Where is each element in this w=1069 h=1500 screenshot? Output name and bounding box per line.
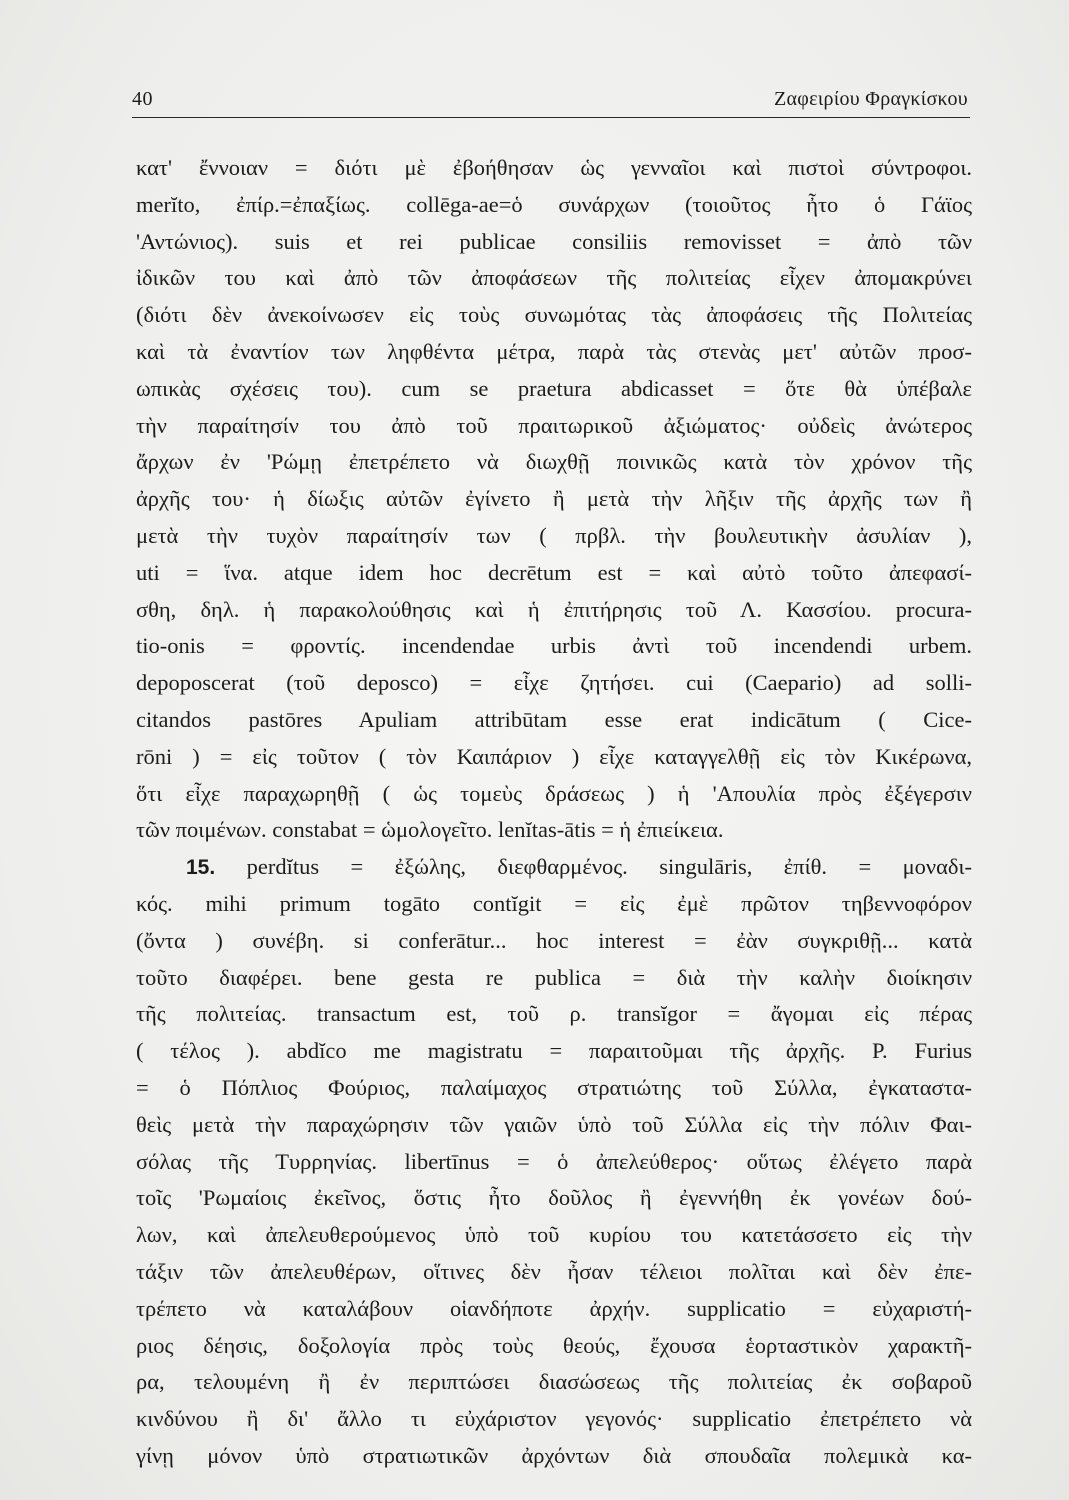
text-line: καὶ τὰ ἐναντίον των ληφθέντα μέτρα, παρὰ τὰς στενὰς μετ' αὐτῶν προσ- — [136, 338, 972, 364]
text-line: ἄρχων ἐν 'Ρώμῃ ἐπετρέπετο νὰ διωχθῇ ποινικῶς κατὰ τὸν χρόνον τῆς — [136, 449, 972, 475]
text-line: uti = ἵνα. atque idem hoc decrētum est = καὶ αὐτὸ τοῦτο ἀπεφασί- — [136, 559, 972, 585]
text-line: citandos pastōres Apuliam attribūtam esse erat indicātum ( Cice- — [136, 706, 972, 732]
text-line: depoposcerat (τοῦ deposco) = εἶχε ζητήσει. cui (Caepario) ad solli- — [136, 670, 972, 696]
text-line: τῶν ποιμένων. constabat = ὡμολογεῖτο. lenĭtas-ātis = ἡ ἐπιείκεια. — [136, 817, 724, 843]
text-line: = ὁ Πόπλιος Φούριος, παλαίμαχος στρατιώτης τοῦ Σύλλα, ἐγκαταστα- — [136, 1074, 972, 1100]
text-line: σθη, δηλ. ἡ παρακολούθησις καὶ ἡ ἐπιτήρησις τοῦ Λ. Κασσίου. procura- — [136, 596, 972, 622]
text-line: τρέπετο νὰ καταλάβουν οἱανδήποτε ἀρχήν. supplicatio = εὐχαριστή- — [136, 1295, 972, 1321]
text-line: σόλας τῆς Τυρρηνίας. libertīnus = ὁ ἀπελεύθερος· οὕτως ἐλέγετο παρὰ — [136, 1148, 972, 1174]
text-line: τάξιν τῶν ἀπελευθέρων, οἵτινες δὲν ἦσαν τέλειοι πολῖται καὶ δὲν ἐπε- — [136, 1258, 972, 1284]
text-line: 'Αντώνιος). suis et rei publicae consiliis removisset = ἀπὸ τῶν — [136, 228, 972, 254]
text-line: γίνῃ μόνον ὑπὸ στρατιωτικῶν ἀρχόντων διὰ σπουδαῖα πολεμικὰ κα- — [136, 1442, 972, 1468]
text-line: perdĭtus = ἐξώλης, διεφθαρμένος. singulāris, ἐπίθ. = μοναδι- — [246, 854, 972, 880]
text-line: ἰδικῶν του καὶ ἀπὸ τῶν ἀποφάσεων τῆς πολιτείας εἶχεν ἀπομακρύνει — [136, 265, 972, 291]
text-line: τοῦτο διαφέρει. bene gesta re publica = διὰ τὴν καλὴν διοίκησιν — [136, 964, 972, 990]
text-line: rōni ) = εἰς τοῦτον ( τὸν Καιπάριον ) εἶχε καταγγελθῇ εἰς τὸν Κικέρωνα, — [136, 743, 972, 769]
page-number: 40 — [132, 88, 153, 110]
section-number: 15. — [186, 856, 216, 880]
text-line: ὅτι εἶχε παραχωρηθῇ ( ὡς τομεὺς δράσεως ) ἡ 'Απουλία πρὸς ἐξέγερσιν — [136, 780, 972, 806]
text-line: ( τέλος ). abdĭco me magistratu = παραιτοῦμαι τῆς ἀρχῆς. P. Furius — [136, 1038, 972, 1064]
text-line: ἀρχῆς του· ἡ δίωξις αὐτῶν ἐγίνετο ἢ μετὰ τὴν λῆξιν τῆς ἀρχῆς των ἢ — [136, 486, 972, 512]
text-line: (διότι δὲν ἀνεκοίνωσεν εἰς τοὺς συνωμότας τὰς ἀποφάσεις τῆς Πολιτείας — [136, 302, 972, 328]
text-line: κινδύνου ἢ δι' ἄλλο τι εὐχάριστον γεγονός· supplicatio ἐπετρέπετο νὰ — [136, 1406, 972, 1432]
text-line: merĭto, ἐπίρ.=ἐπαξίως. collēga-ae=ὁ συνάρχων (τοιοῦτος ἦτο ὁ Γάϊος — [136, 191, 972, 217]
section-start-line — [136, 849, 972, 886]
text-line: λων, καὶ ἀπελευθερούμενος ὑπὸ τοῦ κυρίου του κατετάσσετο εἰς τὴν — [136, 1222, 972, 1248]
text-line: κός. mihi primum togāto contĭgit = εἰς ἐμὲ πρῶτον τηβεννοφόρον — [136, 890, 972, 916]
page-header — [132, 84, 970, 118]
text-line: ωπικὰς σχέσεις του). cum se praetura abdicasset = ὅτε θὰ ὑπέβαλε — [136, 375, 972, 401]
body-text — [136, 150, 972, 1475]
text-line: τῆς πολιτείας. transactum est, τοῦ ρ. transĭgor = ἄγομαι εἰς πέρας — [136, 1001, 972, 1027]
text-line: τοῖς 'Ρωμαίοις ἐκεῖνος, ὅστις ἦτο δοῦλος ἢ ἐγεννήθη ἐκ γονέων δού- — [136, 1185, 972, 1211]
text-line: (ὄντα ) συνέβη. si conferātur... hoc interest = ἐὰν συγκριθῇ... κατὰ — [136, 927, 972, 953]
text-line: ρα, τελουμένη ἢ ἐν περιπτώσει διασώσεως τῆς πολιτείας ἐκ σοβαροῦ — [136, 1369, 972, 1395]
running-head: Ζαφειρίου Φραγκίσκου — [774, 88, 968, 110]
text-line: tio-onis = φροντίς. incendendae urbis ἀντὶ τοῦ incendendi urbem. — [136, 633, 972, 659]
text-line: μετὰ τὴν τυχὸν παραίτησίν των ( πρβλ. τὴν βουλευτικὴν ἀσυλίαν ), — [136, 522, 972, 548]
text-line: θεὶς μετὰ τὴν παραχώρησιν τῶν γαιῶν ὑπὸ τοῦ Σύλλα εἰς τὴν πόλιν Φαι- — [136, 1111, 972, 1137]
text-line: κατ' ἔννοιαν = διότι μὲ ἐβοήθησαν ὡς γενναῖοι καὶ πιστοὶ σύντροφοι. — [136, 155, 972, 180]
text-line: τὴν παραίτησίν του ἀπὸ τοῦ πραιτωρικοῦ ἀξιώματος· οὐδεὶς ἀνώτερος — [136, 412, 972, 438]
header-rule — [132, 117, 970, 118]
text-line: ριος δέησις, δοξολογία πρὸς τοὺς θεούς, ἔχουσα ἑορταστικὸν χαρακτῆ- — [136, 1332, 972, 1358]
